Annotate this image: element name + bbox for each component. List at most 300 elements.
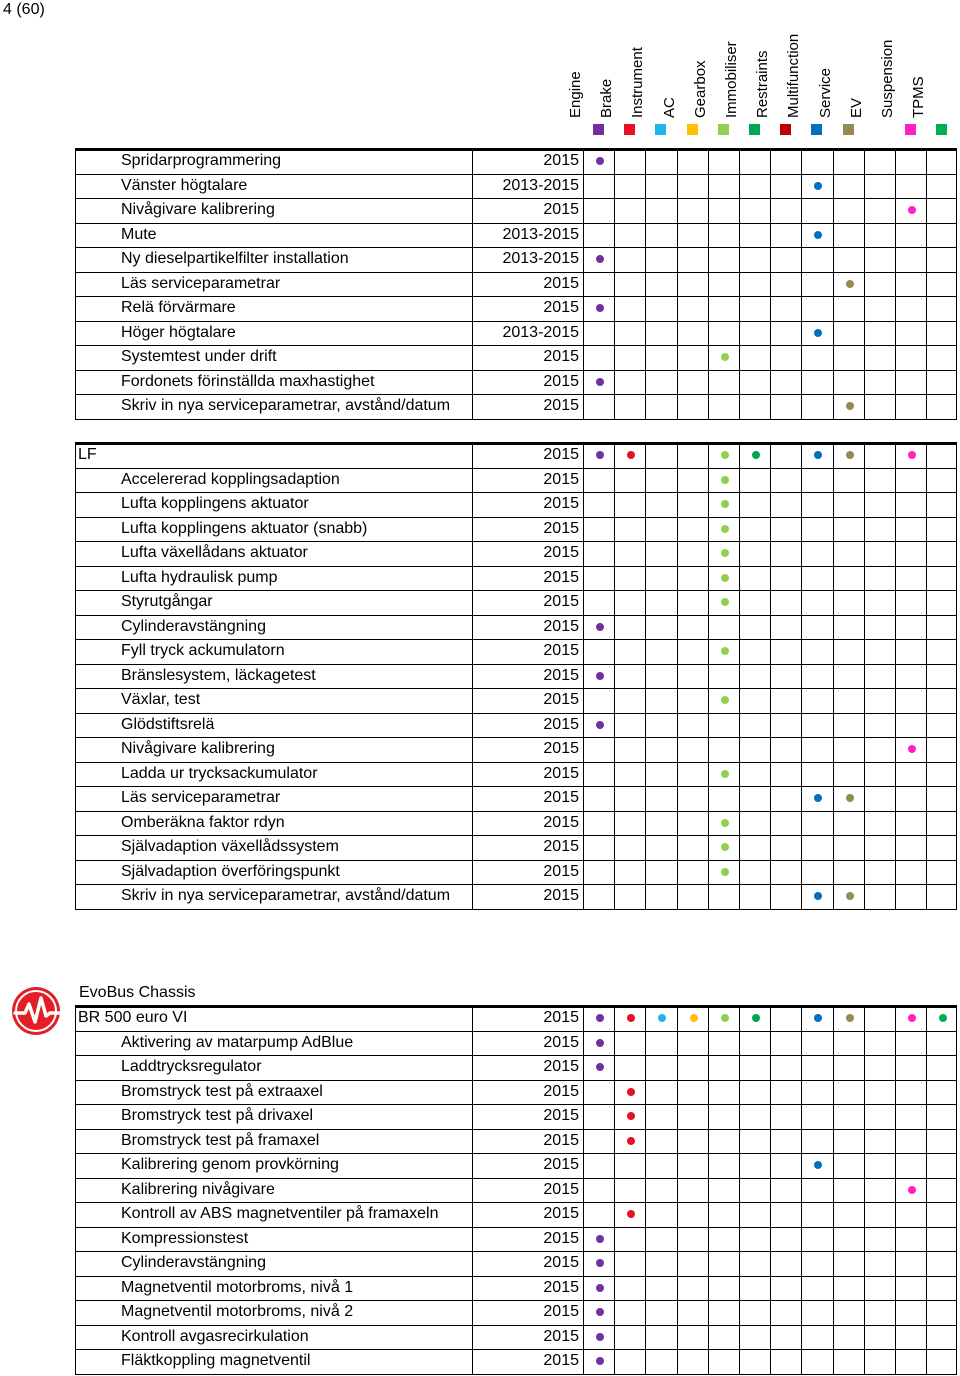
cell-engine — [583, 713, 614, 738]
cell-engine — [583, 835, 614, 860]
cell-immobiliser — [739, 1055, 770, 1080]
dot-icon — [690, 1014, 698, 1022]
cell-gearbox — [708, 786, 739, 811]
cell-restraints — [770, 811, 801, 836]
cell-gearbox — [708, 1080, 739, 1105]
cell-multifunction — [801, 1006, 832, 1031]
cell-gearbox — [708, 1129, 739, 1154]
row-name — [75, 370, 473, 395]
cell-ev — [864, 664, 895, 689]
cell-suspension — [895, 345, 926, 370]
row-year: 2015 — [543, 519, 579, 537]
row-name-text: Cylinderavstängning — [121, 1254, 266, 1271]
cell-ev — [864, 884, 895, 909]
row-name-text: Fordonets förinställda maxhastighet — [121, 372, 375, 390]
cell-ac — [677, 492, 708, 517]
cell-ev — [864, 272, 895, 297]
cell-immobiliser — [739, 468, 770, 493]
cell-brake — [614, 370, 645, 395]
cell-tpms — [926, 492, 957, 517]
evobus-logo-icon — [11, 986, 63, 1036]
cell-tpms — [926, 517, 957, 542]
row-name-text: Nivågivare kalibrering — [121, 201, 275, 218]
cell-immobiliser — [739, 1300, 770, 1325]
cell-service — [833, 149, 864, 174]
dot-icon — [721, 598, 729, 606]
cell-ev — [864, 174, 895, 199]
column-header-label: Restraints — [754, 50, 772, 118]
row-name-text: Laddtrycksregulator — [121, 1058, 262, 1075]
row-name — [75, 345, 473, 370]
cell-tpms — [926, 370, 957, 395]
cell-engine — [583, 664, 614, 689]
cell-engine — [583, 394, 614, 419]
cell-ac — [677, 1006, 708, 1031]
group-row — [75, 443, 957, 468]
cell-service — [833, 1178, 864, 1203]
cell-multifunction — [801, 492, 832, 517]
table-row — [75, 713, 957, 738]
dot-icon — [627, 451, 635, 459]
cell-tpms — [926, 1202, 957, 1227]
row-name-text: Bromstryck test på framaxel — [121, 1131, 320, 1149]
cell-multifunction — [801, 223, 832, 248]
cell-multifunction — [801, 1227, 832, 1252]
cell-multifunction — [801, 639, 832, 664]
dot-icon — [627, 1014, 635, 1022]
cell-instrument — [645, 1104, 676, 1129]
cell-service — [833, 615, 864, 640]
cell-multifunction — [801, 394, 832, 419]
row-name-text: Mute — [121, 225, 157, 243]
cell-immobiliser — [739, 1202, 770, 1227]
dot-icon — [596, 255, 604, 263]
column-header-label: Instrument — [629, 47, 647, 118]
row-name — [75, 149, 473, 174]
dot-icon — [814, 1014, 822, 1022]
row-year: 2013-2015 — [502, 323, 579, 341]
cell-ev — [864, 394, 895, 419]
cell-tpms — [926, 443, 957, 468]
row-name — [75, 1153, 473, 1178]
row-name-text: Växlar, test — [121, 691, 201, 708]
table-row — [75, 1251, 957, 1276]
table-row — [75, 247, 957, 272]
cell-gearbox — [708, 639, 739, 664]
cell-service — [833, 1104, 864, 1129]
cell-immobiliser — [739, 1104, 770, 1129]
dot-icon — [721, 819, 729, 827]
cell-restraints — [770, 1055, 801, 1080]
row-name — [75, 1178, 473, 1203]
cell-service — [833, 688, 864, 713]
cell-ev — [864, 786, 895, 811]
cell-brake — [614, 713, 645, 738]
row-year: 2015 — [543, 1205, 579, 1222]
cell-tpms — [926, 296, 957, 321]
row-year: 2015 — [543, 1180, 579, 1198]
cell-restraints — [770, 517, 801, 542]
cell-engine — [583, 443, 614, 468]
row-name-text: Magnetventil motorbroms, nivå 2 — [121, 1303, 354, 1320]
cell-suspension — [895, 394, 926, 419]
cell-immobiliser — [739, 541, 770, 566]
cell-brake — [614, 1178, 645, 1203]
cell-gearbox — [708, 1325, 739, 1350]
cell-ev — [864, 1104, 895, 1129]
cell-ac — [677, 296, 708, 321]
cell-engine — [583, 1104, 614, 1129]
column-header-label: Engine — [567, 71, 584, 118]
row-year: 2015 — [543, 740, 579, 757]
cell-service — [833, 370, 864, 395]
row-name-text: Bränslesystem, läckagetest — [121, 666, 316, 684]
cell-suspension — [895, 1202, 926, 1227]
row-year: 2013-2015 — [502, 225, 579, 243]
cell-ac — [677, 811, 708, 836]
table-row — [75, 835, 957, 860]
cell-multifunction — [801, 1178, 832, 1203]
dot-icon — [721, 696, 729, 704]
dot-icon — [596, 378, 604, 386]
cell-tpms — [926, 1006, 957, 1031]
cell-instrument — [645, 394, 676, 419]
cell-multifunction — [801, 345, 832, 370]
cell-restraints — [770, 1129, 801, 1154]
column-header-engine — [567, 0, 614, 140]
cell-tpms — [926, 884, 957, 909]
cell-ac — [677, 1153, 708, 1178]
cell-restraints — [770, 272, 801, 297]
dot-icon — [596, 1235, 604, 1243]
row-year: 2015 — [543, 348, 579, 365]
cell-gearbox — [708, 590, 739, 615]
cell-engine — [583, 1031, 614, 1056]
dot-icon — [596, 1333, 604, 1341]
cell-gearbox — [708, 1055, 739, 1080]
cell-brake — [614, 345, 645, 370]
cell-brake — [614, 615, 645, 640]
cell-multifunction — [801, 835, 832, 860]
cell-engine — [583, 688, 614, 713]
cell-suspension — [895, 1006, 926, 1031]
cell-immobiliser — [739, 1080, 770, 1105]
cell-suspension — [895, 1055, 926, 1080]
cell-gearbox — [708, 1276, 739, 1301]
cell-brake — [614, 566, 645, 591]
cell-restraints — [770, 1178, 801, 1203]
cell-restraints — [770, 1227, 801, 1252]
table-row — [75, 566, 957, 591]
row-name — [75, 1006, 473, 1031]
cell-service — [833, 884, 864, 909]
cell-brake — [614, 1031, 645, 1056]
table-row — [75, 1080, 957, 1105]
cell-engine — [583, 1227, 614, 1252]
cell-instrument — [645, 860, 676, 885]
cell-suspension — [895, 370, 926, 395]
cell-instrument — [645, 1153, 676, 1178]
cell-multifunction — [801, 1055, 832, 1080]
cell-instrument — [645, 713, 676, 738]
cell-instrument — [645, 1251, 676, 1276]
row-name — [75, 664, 473, 689]
cell-restraints — [770, 247, 801, 272]
dot-icon — [596, 1014, 604, 1022]
cell-instrument — [645, 468, 676, 493]
dot-icon — [721, 451, 729, 459]
dot-icon — [752, 451, 760, 459]
cell-service — [833, 517, 864, 542]
cell-ac — [677, 1227, 708, 1252]
row-year: 2015 — [543, 152, 579, 169]
dot-icon — [846, 794, 854, 802]
group-row — [75, 1006, 957, 1031]
row-year: 2015 — [543, 1254, 579, 1271]
table-row — [75, 1031, 957, 1056]
table-row — [75, 468, 957, 493]
cell-service — [833, 1006, 864, 1031]
cell-ac — [677, 786, 708, 811]
cell-service — [833, 811, 864, 836]
column-header-label: Suspension — [879, 39, 896, 118]
row-year: 2015 — [543, 568, 579, 586]
dot-icon — [846, 402, 854, 410]
cell-instrument — [645, 639, 676, 664]
cell-suspension — [895, 174, 926, 199]
cell-instrument — [645, 1325, 676, 1350]
cell-immobiliser — [739, 443, 770, 468]
row-year: 2015 — [543, 1131, 579, 1149]
table-row — [75, 198, 957, 223]
cell-ac — [677, 517, 708, 542]
cell-immobiliser — [739, 762, 770, 787]
cell-restraints — [770, 762, 801, 787]
cell-brake — [614, 1202, 645, 1227]
cell-immobiliser — [739, 811, 770, 836]
row-name — [75, 688, 473, 713]
cell-restraints — [770, 1202, 801, 1227]
cell-tpms — [926, 541, 957, 566]
cell-service — [833, 566, 864, 591]
dot-icon — [627, 1137, 635, 1145]
cell-ac — [677, 762, 708, 787]
cell-ac — [677, 1031, 708, 1056]
row-name-text: Självadaption växellådssystem — [121, 838, 339, 855]
cell-suspension — [895, 639, 926, 664]
cell-ev — [864, 762, 895, 787]
cell-multifunction — [801, 1276, 832, 1301]
dot-icon — [814, 182, 822, 190]
cell-restraints — [770, 786, 801, 811]
row-year: 2015 — [543, 789, 579, 806]
cell-multifunction — [801, 1153, 832, 1178]
cell-instrument — [645, 321, 676, 346]
row-year: 2015 — [543, 1058, 579, 1075]
row-name-text: Skriv in nya serviceparametrar, avstånd/datum — [121, 397, 451, 414]
cell-gearbox — [708, 1006, 739, 1031]
table-row — [75, 174, 957, 199]
cell-ac — [677, 835, 708, 860]
cell-ac — [677, 1325, 708, 1350]
cell-engine — [583, 321, 614, 346]
cell-restraints — [770, 590, 801, 615]
cell-restraints — [770, 1080, 801, 1105]
cell-multifunction — [801, 1080, 832, 1105]
cell-multifunction — [801, 860, 832, 885]
cell-service — [833, 1129, 864, 1154]
cell-gearbox — [708, 443, 739, 468]
cell-brake — [614, 517, 645, 542]
row-name-text: Aktivering av matarpump AdBlue — [121, 1033, 354, 1051]
cell-ac — [677, 884, 708, 909]
cell-engine — [583, 345, 614, 370]
cell-gearbox — [708, 884, 739, 909]
row-name — [75, 615, 473, 640]
cell-service — [833, 737, 864, 762]
row-year: 2015 — [543, 1156, 579, 1173]
cell-suspension — [895, 566, 926, 591]
cell-gearbox — [708, 345, 739, 370]
cell-service — [833, 541, 864, 566]
row-year: 2015 — [543, 1107, 579, 1124]
row-year: 2015 — [543, 764, 579, 782]
cell-restraints — [770, 615, 801, 640]
color-square-icon — [811, 124, 822, 135]
table-row — [75, 541, 957, 566]
cell-instrument — [645, 174, 676, 199]
dot-icon — [596, 721, 604, 729]
cell-immobiliser — [739, 394, 770, 419]
cell-immobiliser — [739, 639, 770, 664]
cell-ac — [677, 860, 708, 885]
cell-immobiliser — [739, 1178, 770, 1203]
cell-tpms — [926, 664, 957, 689]
row-name — [75, 1202, 473, 1227]
cell-suspension — [895, 762, 926, 787]
cell-service — [833, 394, 864, 419]
cell-suspension — [895, 786, 926, 811]
cell-suspension — [895, 1300, 926, 1325]
row-name — [75, 590, 473, 615]
cell-service — [833, 223, 864, 248]
column-header-instrument — [629, 0, 676, 140]
cell-tpms — [926, 1251, 957, 1276]
cell-ac — [677, 688, 708, 713]
cell-service — [833, 443, 864, 468]
cell-tpms — [926, 247, 957, 272]
table-row — [75, 1153, 957, 1178]
row-name — [75, 1227, 473, 1252]
cell-gearbox — [708, 762, 739, 787]
row-name-text: LF — [78, 446, 97, 463]
row-name-text: Fyll tryck ackumulatorn — [121, 642, 285, 659]
dot-icon — [721, 1014, 729, 1022]
cell-immobiliser — [739, 1129, 770, 1154]
row-year: 2015 — [543, 642, 579, 659]
row-year: 2015 — [543, 1082, 579, 1100]
cell-brake — [614, 860, 645, 885]
cell-suspension — [895, 664, 926, 689]
cell-restraints — [770, 1104, 801, 1129]
cell-ac — [677, 223, 708, 248]
cell-tpms — [926, 1300, 957, 1325]
row-name-text: Lufta hydraulisk pump — [121, 568, 278, 586]
cell-multifunction — [801, 1031, 832, 1056]
table-row — [75, 615, 957, 640]
cell-engine — [583, 198, 614, 223]
cell-ac — [677, 1129, 708, 1154]
cell-immobiliser — [739, 590, 770, 615]
table-row — [75, 860, 957, 885]
row-name — [75, 394, 473, 419]
cell-instrument — [645, 884, 676, 909]
row-name-text: Omberäkna faktor rdyn — [121, 813, 285, 831]
cell-suspension — [895, 321, 926, 346]
cell-suspension — [895, 688, 926, 713]
row-name-text: Skriv in nya serviceparametrar, avstånd/datum — [121, 887, 451, 904]
row-name-text: Cylinderavstängning — [121, 617, 266, 635]
cell-tpms — [926, 1031, 957, 1056]
dot-icon — [752, 1014, 760, 1022]
cell-ev — [864, 1300, 895, 1325]
cell-tpms — [926, 1055, 957, 1080]
cell-ev — [864, 223, 895, 248]
cell-gearbox — [708, 223, 739, 248]
cell-engine — [583, 517, 614, 542]
row-name — [75, 1080, 473, 1105]
cell-instrument — [645, 1080, 676, 1105]
cell-ac — [677, 590, 708, 615]
dot-icon — [627, 1210, 635, 1218]
dot-icon — [814, 329, 822, 337]
row-year: 2015 — [543, 1352, 579, 1369]
table-row — [75, 223, 957, 248]
cell-ev — [864, 688, 895, 713]
row-name — [75, 541, 473, 566]
row-name-text: BR 500 euro VI — [78, 1009, 188, 1026]
cell-engine — [583, 1006, 614, 1031]
cell-tpms — [926, 762, 957, 787]
cell-ev — [864, 566, 895, 591]
cell-ev — [864, 639, 895, 664]
table-row — [75, 272, 957, 297]
cell-tpms — [926, 713, 957, 738]
cell-brake — [614, 1006, 645, 1031]
row-name-text: Kalibrering nivågivare — [121, 1180, 275, 1198]
cell-tpms — [926, 1104, 957, 1129]
cell-gearbox — [708, 198, 739, 223]
cell-instrument — [645, 1227, 676, 1252]
dot-icon — [596, 1357, 604, 1365]
cell-ev — [864, 517, 895, 542]
cell-suspension — [895, 1251, 926, 1276]
row-name-text: Kontroll avgasrecirkulation — [121, 1327, 309, 1345]
row-name — [75, 860, 473, 885]
row-name — [75, 762, 473, 787]
cell-brake — [614, 1227, 645, 1252]
row-name — [75, 1300, 473, 1325]
cell-engine — [583, 1080, 614, 1105]
row-year: 2015 — [543, 299, 579, 316]
cell-tpms — [926, 615, 957, 640]
cell-immobiliser — [739, 615, 770, 640]
cell-tpms — [926, 1227, 957, 1252]
dot-icon — [846, 892, 854, 900]
table-row — [75, 639, 957, 664]
cell-immobiliser — [739, 860, 770, 885]
color-square-icon — [874, 124, 885, 135]
